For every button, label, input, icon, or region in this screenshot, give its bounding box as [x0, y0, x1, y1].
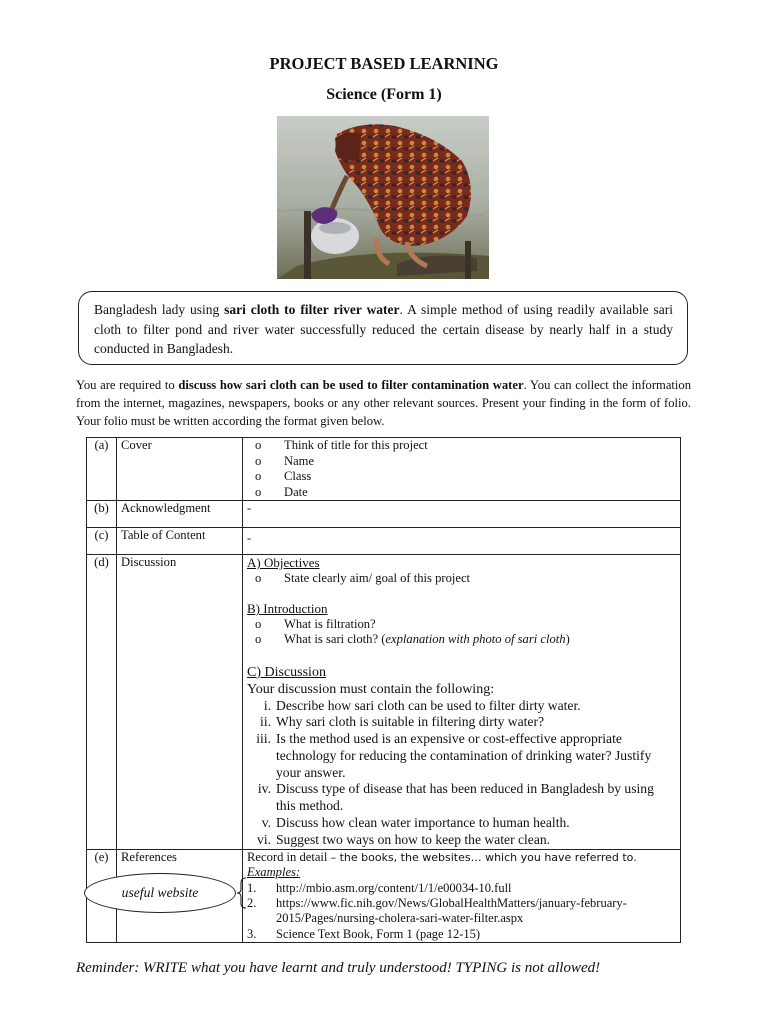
note-text: useful website	[121, 885, 199, 900]
references-list	[247, 881, 676, 943]
intro-text-before: You are required to	[76, 378, 179, 392]
list-item	[247, 832, 676, 849]
list-item: o Name	[255, 454, 676, 470]
item-number: i.	[263, 697, 271, 713]
photo-woman-filtering-water	[277, 116, 489, 279]
folio-format-table	[86, 437, 681, 943]
item-text: Discuss type of disease that has been reduced in Bangladesh by using this method.	[276, 781, 654, 814]
intro-text-after: . You can collect the information from the internet, magazines, newspapers, books or any other relevant sources. Present your finding in the form of folio. Your folio must be written according the format given below.	[76, 378, 692, 428]
row-code: (b)	[87, 501, 117, 528]
list-item	[247, 896, 676, 927]
item-number: iii.	[256, 731, 271, 747]
item-number: iv.	[257, 781, 271, 797]
table-row-contents	[87, 528, 681, 555]
row-code: (a)	[87, 438, 117, 501]
list-item	[247, 781, 676, 815]
row-code: (e)	[87, 850, 117, 943]
row-value: -	[243, 501, 681, 528]
row-value: -	[243, 528, 681, 555]
callout-text-bold: sari cloth to filter river water	[224, 302, 400, 317]
table-row-acknowledgment	[87, 501, 681, 528]
list-item	[247, 927, 676, 942]
references-lead-serif: Record in detail	[247, 850, 331, 864]
item-text: Describe how sari cloth can be used to filter dirty water.	[276, 697, 581, 713]
intro-text-bold: discuss how sari cloth can be used to filter contamination water	[178, 378, 524, 392]
item-text: Why sari cloth is suitable in filtering dirty water?	[276, 714, 545, 730]
item-number: vi.	[257, 831, 271, 847]
callout-box	[78, 291, 688, 365]
introduction-heading: B) Introduction	[247, 601, 328, 616]
list-item	[247, 815, 676, 832]
list-item: o Think of title for this project	[255, 438, 676, 454]
item-text: Suggest two ways on how to keep the water clean.	[276, 831, 551, 847]
objectives-heading: A) Objectives	[247, 555, 320, 570]
cover-items-list	[247, 438, 676, 500]
row-content	[243, 850, 681, 943]
row-label: Discussion	[117, 555, 243, 850]
discussion-points-list	[247, 698, 676, 849]
reference-text: Science Text Book, Form 1 (page 12-15)	[276, 926, 481, 941]
row-content	[243, 438, 681, 501]
list-item	[255, 632, 676, 648]
list-item	[247, 881, 676, 896]
objectives-list	[247, 571, 676, 587]
references-lead	[247, 850, 676, 865]
row-label: Acknowledgment	[117, 501, 243, 528]
examples-label: Examples:	[247, 865, 301, 879]
intro-item-end: )	[565, 632, 570, 646]
discussion-lead: Your discussion must contain the following:	[247, 681, 495, 697]
page-subtitle: Science (Form 1)	[326, 86, 442, 103]
item-number: 2.	[247, 895, 257, 910]
callout-text-before: Bangladesh lady using	[94, 302, 225, 317]
row-content	[243, 555, 681, 850]
table-row-discussion	[87, 555, 681, 850]
row-label: Cover	[117, 438, 243, 501]
intro-item-italic: explanation with photo of sari cloth	[385, 632, 566, 646]
introduction-list	[247, 617, 676, 648]
instructions-paragraph	[76, 377, 691, 430]
item-number: 1.	[247, 880, 257, 895]
item-number: 3.	[247, 926, 257, 941]
callout-text-after: . A simple method of using readily available sari cloth to filter pond and river water successfully reduced the certain disease by nearly half in a study conducted in Bangladesh.	[94, 302, 673, 356]
list-item: o State clearly aim/ goal of this project	[255, 571, 676, 587]
item-text: Discuss how clean water importance to human health.	[276, 815, 570, 831]
useful-website-note	[84, 873, 236, 913]
reminder-note: Reminder: WRITE what you have learnt and truly understood! TYPING is not allowed!	[76, 960, 601, 976]
row-label: Table of Content	[117, 528, 243, 555]
list-item	[247, 714, 676, 731]
intro-item-text: What is sari cloth? (	[284, 632, 386, 646]
page-title: PROJECT BASED LEARNING	[269, 54, 499, 73]
list-item	[247, 731, 676, 781]
item-number: v.	[261, 815, 271, 831]
table-row-cover	[87, 438, 681, 501]
list-item: o Date	[255, 485, 676, 501]
row-code: (c)	[87, 528, 117, 555]
row-label: References	[117, 850, 243, 943]
discussion-heading: C) Discussion	[247, 664, 326, 680]
item-text: Is the method used is an expensive or cost-effective appropriate technology for reducing the contamination of drinking water? Justify your answer.	[276, 731, 652, 780]
row-code: (d)	[87, 555, 117, 850]
list-item: o Class	[255, 469, 676, 485]
references-lead-sans: – the books, the websites… which you have referred to.	[330, 851, 637, 864]
list-item: o What is filtration?	[255, 617, 676, 633]
list-item	[247, 698, 676, 715]
item-number: ii.	[260, 714, 271, 730]
reference-link[interactable]: https://www.fic.nih.gov/News/GlobalHealthMatters/january-february-2015/Pages/nursing-cholera-sari-water-filter.aspx	[276, 895, 627, 926]
reference-link[interactable]: http://mbio.asm.org/content/1/1/e00034-10.full	[276, 880, 512, 895]
brace-icon	[236, 877, 248, 909]
